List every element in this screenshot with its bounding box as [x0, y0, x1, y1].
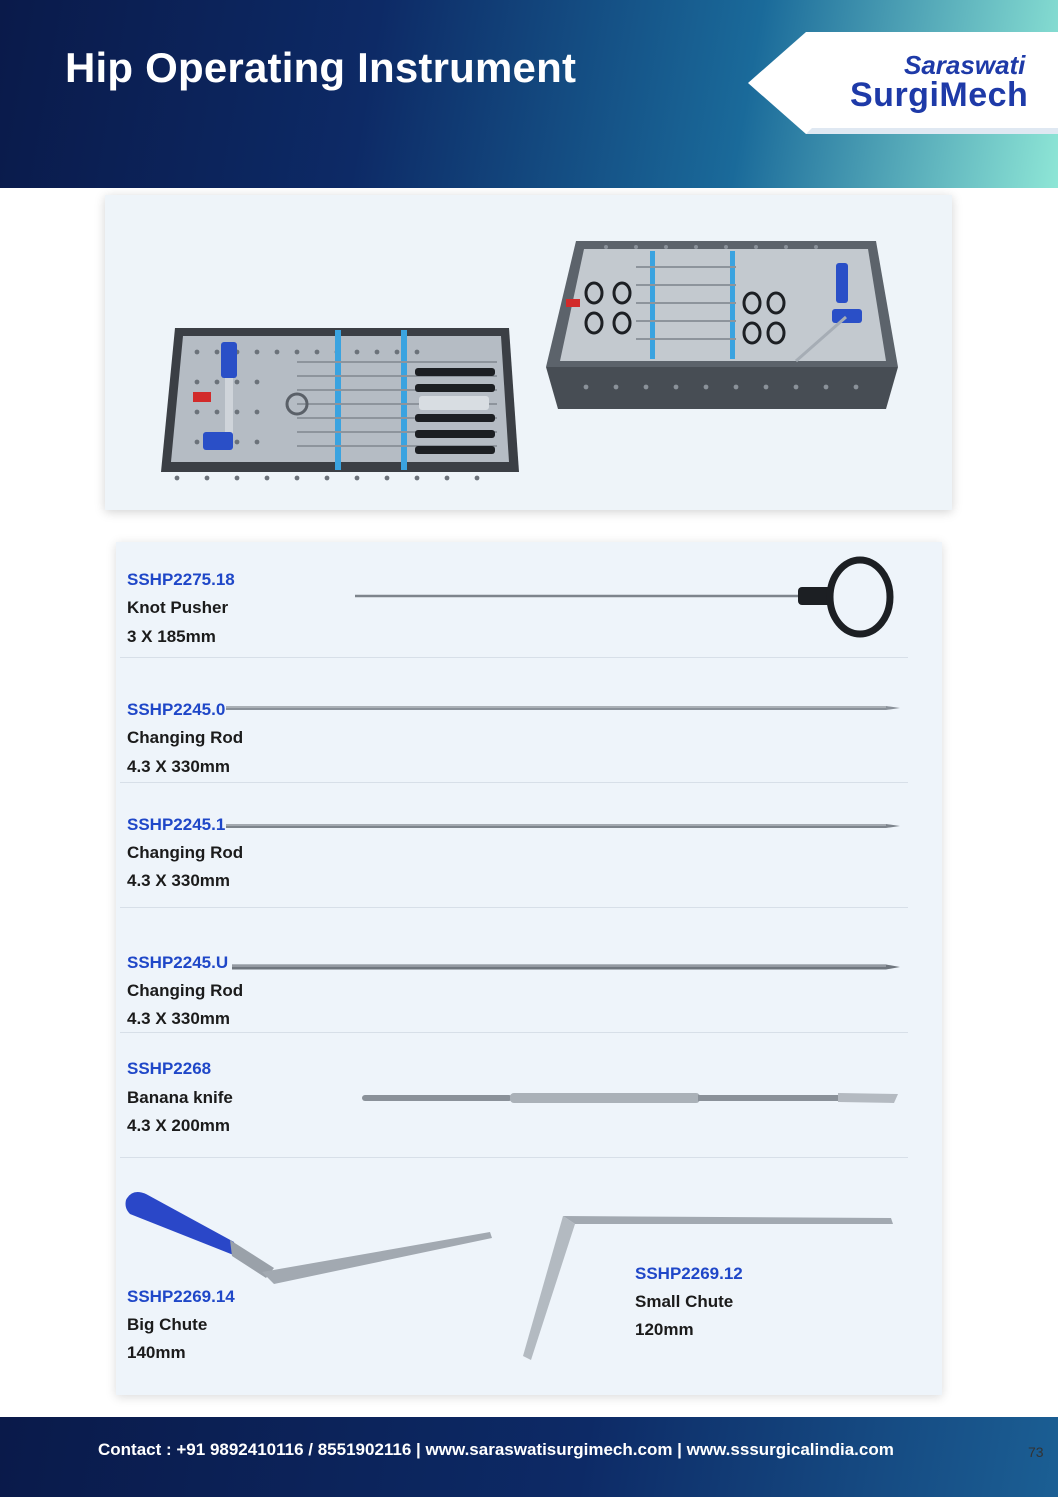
product-code: SSHP2275.18 [127, 570, 235, 589]
changing-rod-image [226, 702, 902, 714]
product-code: SSHP2245.U [127, 953, 229, 972]
small-chute-image [519, 1214, 894, 1364]
product-name: Changing Rod [127, 981, 244, 1000]
product-name: Banana knife [127, 1088, 233, 1107]
row-divider [120, 907, 908, 908]
product-name: Changing Rod [127, 843, 244, 862]
product-name: Big Chute [127, 1315, 208, 1334]
logo-name-top: Saraswati [904, 50, 1026, 80]
contact-info: Contact : +91 9892410116 / 8551902116 | www.saraswatisurgimech.com | www.sssurgicalindia.com [98, 1440, 894, 1459]
product-size: 140mm [127, 1343, 186, 1362]
row-divider [120, 657, 908, 658]
product-code: SSHP2245.0 [127, 700, 226, 719]
product-code: SSHP2269.14 [127, 1287, 235, 1306]
big-chute-image [122, 1186, 494, 1286]
page-number: 73 [1028, 1444, 1044, 1460]
row-divider [120, 1032, 908, 1033]
product-size: 4.3 X 330mm [127, 871, 231, 890]
changing-rod-image [226, 820, 902, 832]
tray-right-image [546, 237, 902, 409]
product-size: 120mm [635, 1320, 694, 1339]
product-name: Small Chute [635, 1292, 734, 1311]
knot-pusher-image [355, 554, 895, 634]
product-name: Changing Rod [127, 728, 244, 747]
product-size: 4.3 X 330mm [127, 1009, 231, 1028]
row-divider [120, 1157, 908, 1158]
banana-knife-image [362, 1090, 902, 1106]
tray-left-image [157, 322, 523, 488]
product-name: Knot Pusher [127, 598, 229, 617]
product-size: 3 X 185mm [127, 627, 216, 646]
product-size: 4.3 X 200mm [127, 1116, 231, 1135]
product-size: 4.3 X 330mm [127, 757, 231, 776]
row-divider [120, 782, 908, 783]
product-code: SSHP2245.1 [127, 815, 226, 834]
logo-name-bottom: SurgiMech [850, 76, 1029, 114]
page-title: Hip Operating Instrument [65, 44, 577, 91]
product-code: SSHP2268 [127, 1059, 212, 1078]
product-code: SSHP2269.12 [635, 1264, 743, 1283]
changing-rod-image [232, 961, 902, 973]
